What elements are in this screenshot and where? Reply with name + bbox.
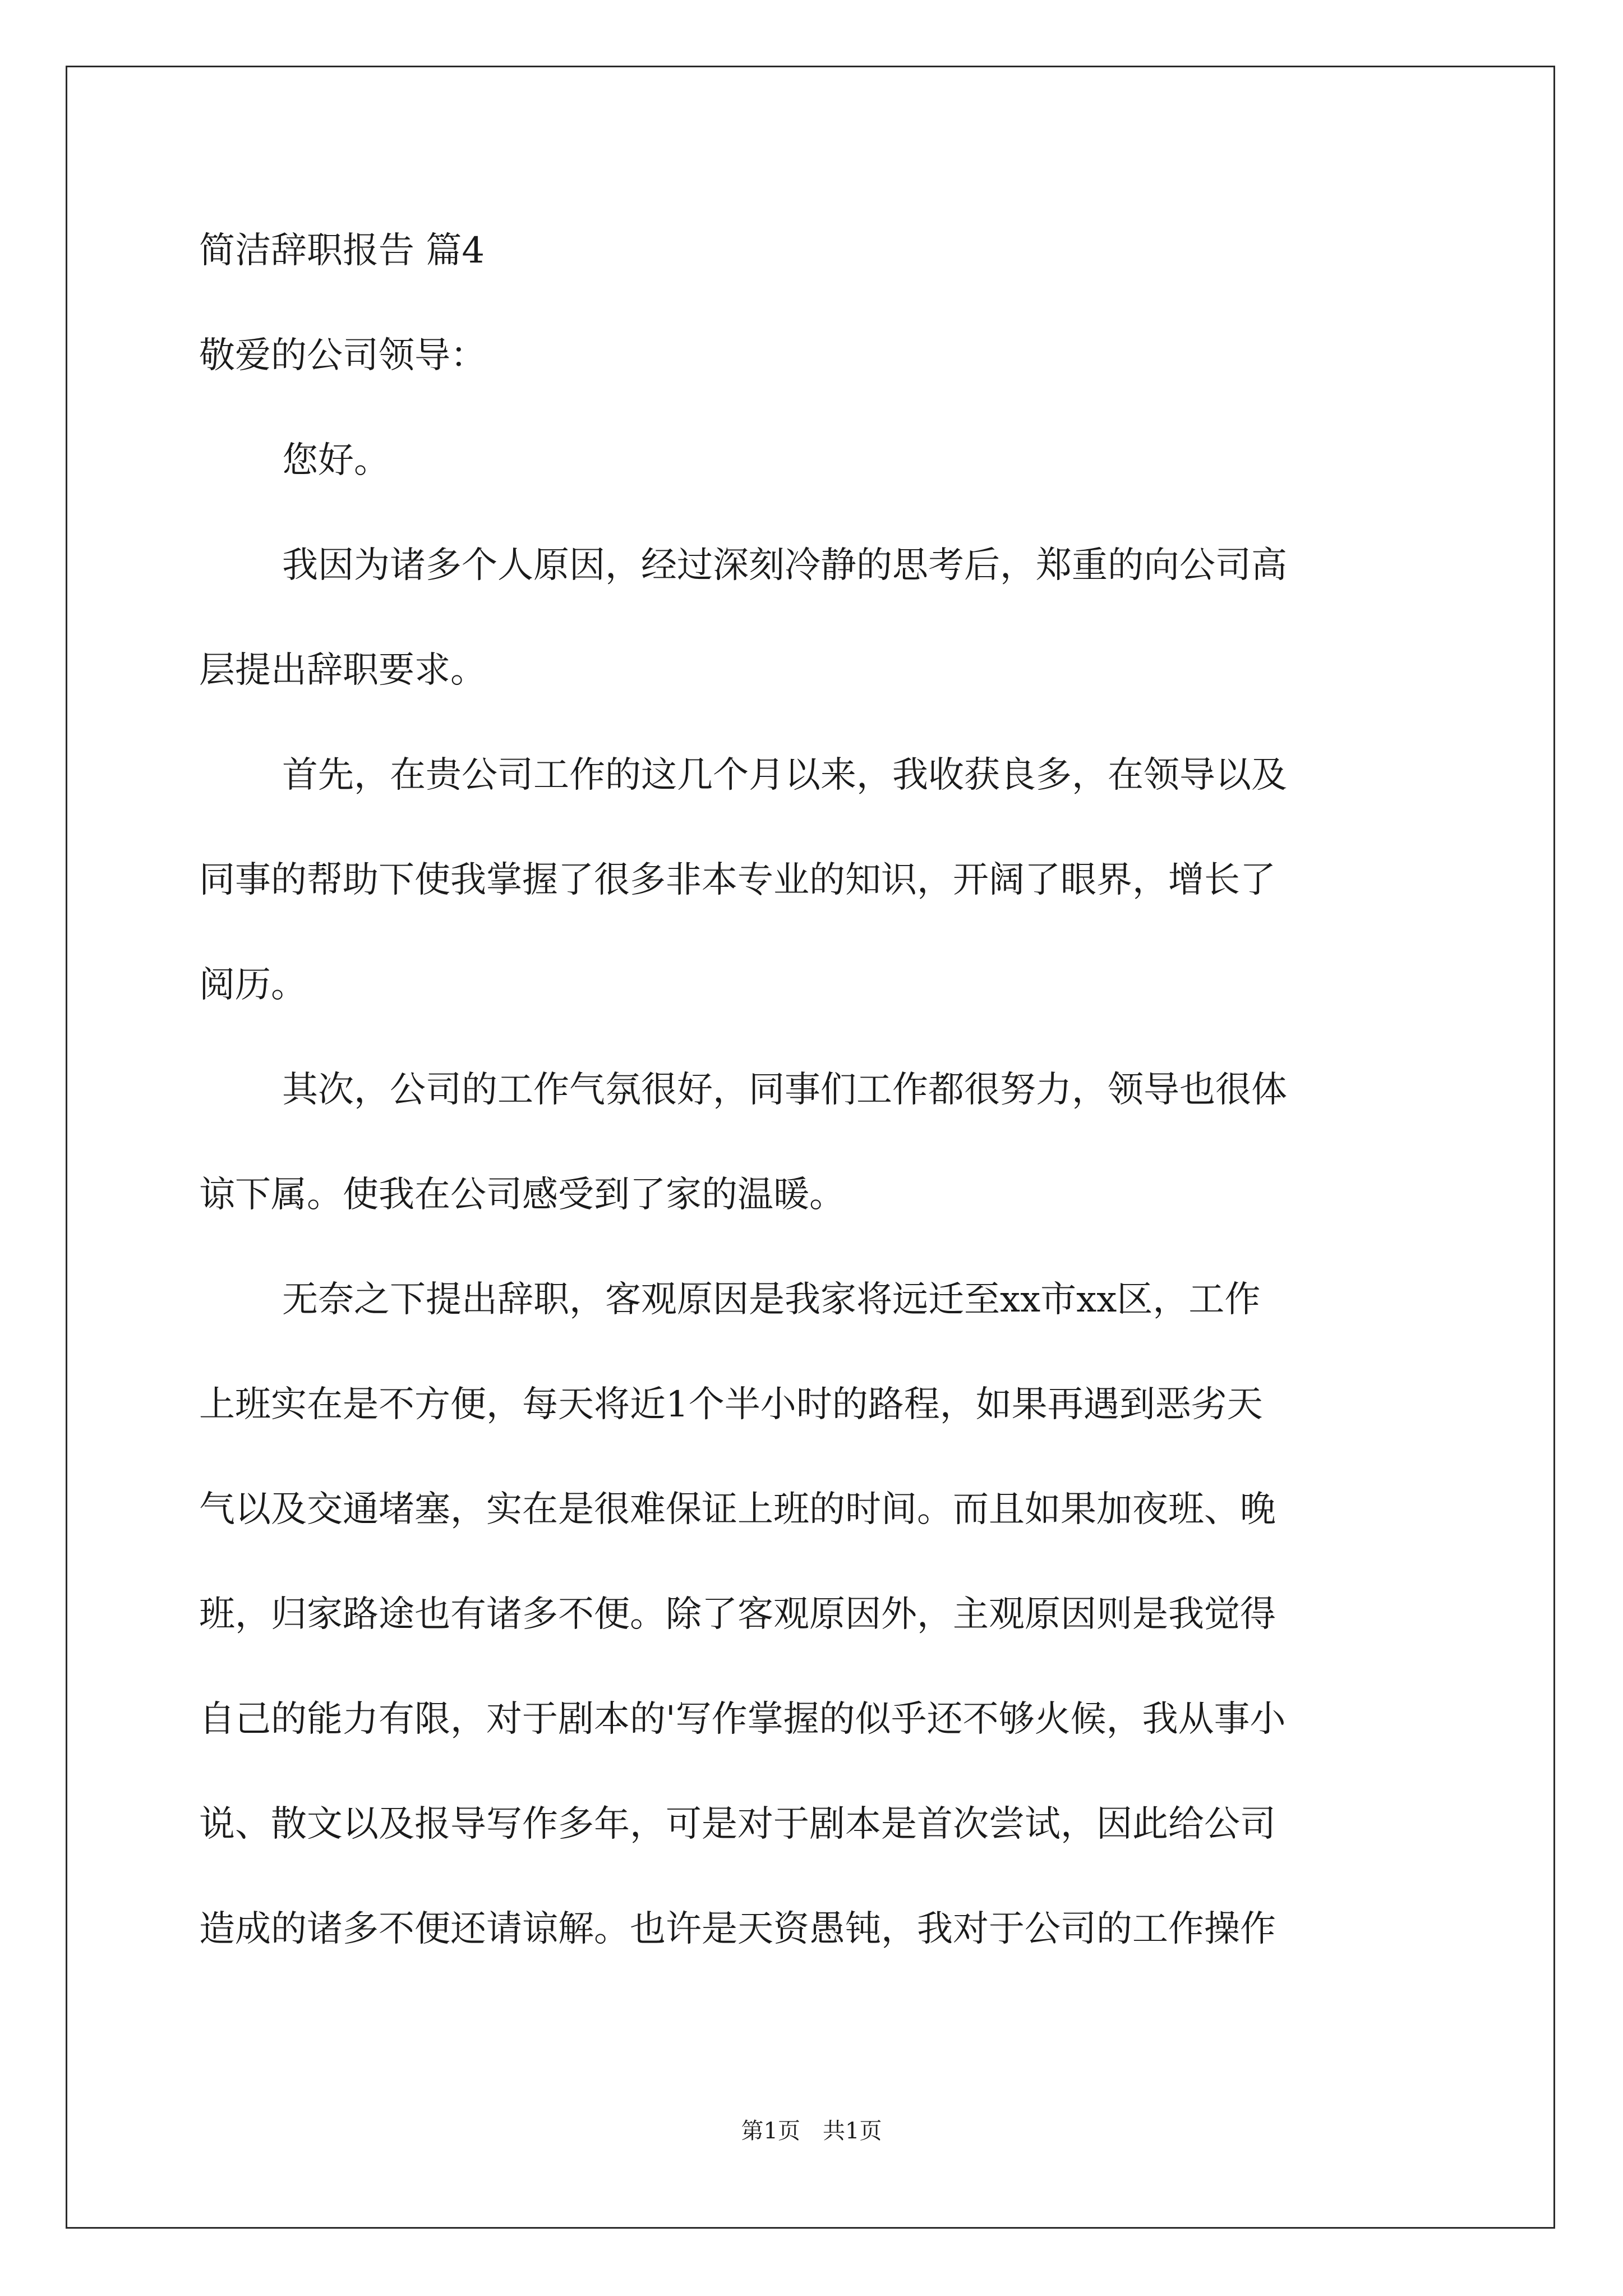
paragraph-line: 无奈之下提出辞职，客观原因是我家将远迁至xx市xx区，工作 bbox=[282, 1279, 1261, 1320]
paragraph-line: 自己的能力有限，对于剧本的'写作掌握的似乎还不够火候，我从事小 bbox=[199, 1699, 1286, 1740]
paragraph-line: 造成的诸多不便还请谅解。也许是天资愚钝，我对于公司的工作操作 bbox=[199, 1908, 1276, 1950]
paragraph-line: 谅下属。使我在公司感受到了家的温暖。 bbox=[199, 1174, 845, 1216]
paragraph-line: 同事的帮助下使我掌握了很多非本专业的知识，开阔了眼界，增长了 bbox=[199, 859, 1276, 901]
salutation: 敬爱的公司领导： bbox=[199, 335, 486, 376]
greeting: 您好。 bbox=[282, 440, 390, 481]
paragraph bbox=[199, 539, 1433, 697]
paragraph-line: 我因为诸多个人原因，经过深刻冷静的思考后，郑重的向公司高 bbox=[282, 545, 1287, 586]
document-title: 简洁辞职报告 篇4 bbox=[199, 230, 485, 272]
paragraph-line: 首先，在贵公司工作的这几个月以来，我收获良多，在领导以及 bbox=[282, 754, 1287, 796]
paragraph-line: 气以及交通堵塞，实在是很难保证上班的时间。而且如果加夜班、晚 bbox=[199, 1489, 1276, 1530]
document-body bbox=[199, 224, 1433, 1955]
paragraph-line: 层提出辞职要求。 bbox=[199, 650, 486, 691]
page-number: 第1页 共1页 bbox=[741, 2118, 882, 2144]
paragraph bbox=[199, 1064, 1433, 1221]
paragraph-line: 阅历。 bbox=[199, 964, 307, 1006]
paragraph-line: 上班实在是不方便，每天将近1个半小时的路程，如果再遇到恶劣天 bbox=[199, 1384, 1263, 1425]
paragraph-line: 班，归家路途也有诸多不便。除了客观原因外，主观原因则是我觉得 bbox=[199, 1594, 1276, 1635]
paragraph bbox=[199, 749, 1433, 1011]
paragraph-line: 说、散文以及报导写作多年，可是对于剧本是首次尝试，因此给公司 bbox=[199, 1803, 1276, 1845]
paragraph bbox=[199, 1273, 1433, 1955]
paragraph-line: 其次，公司的工作气氛很好，同事们工作都很努力，领导也很体 bbox=[282, 1069, 1287, 1111]
